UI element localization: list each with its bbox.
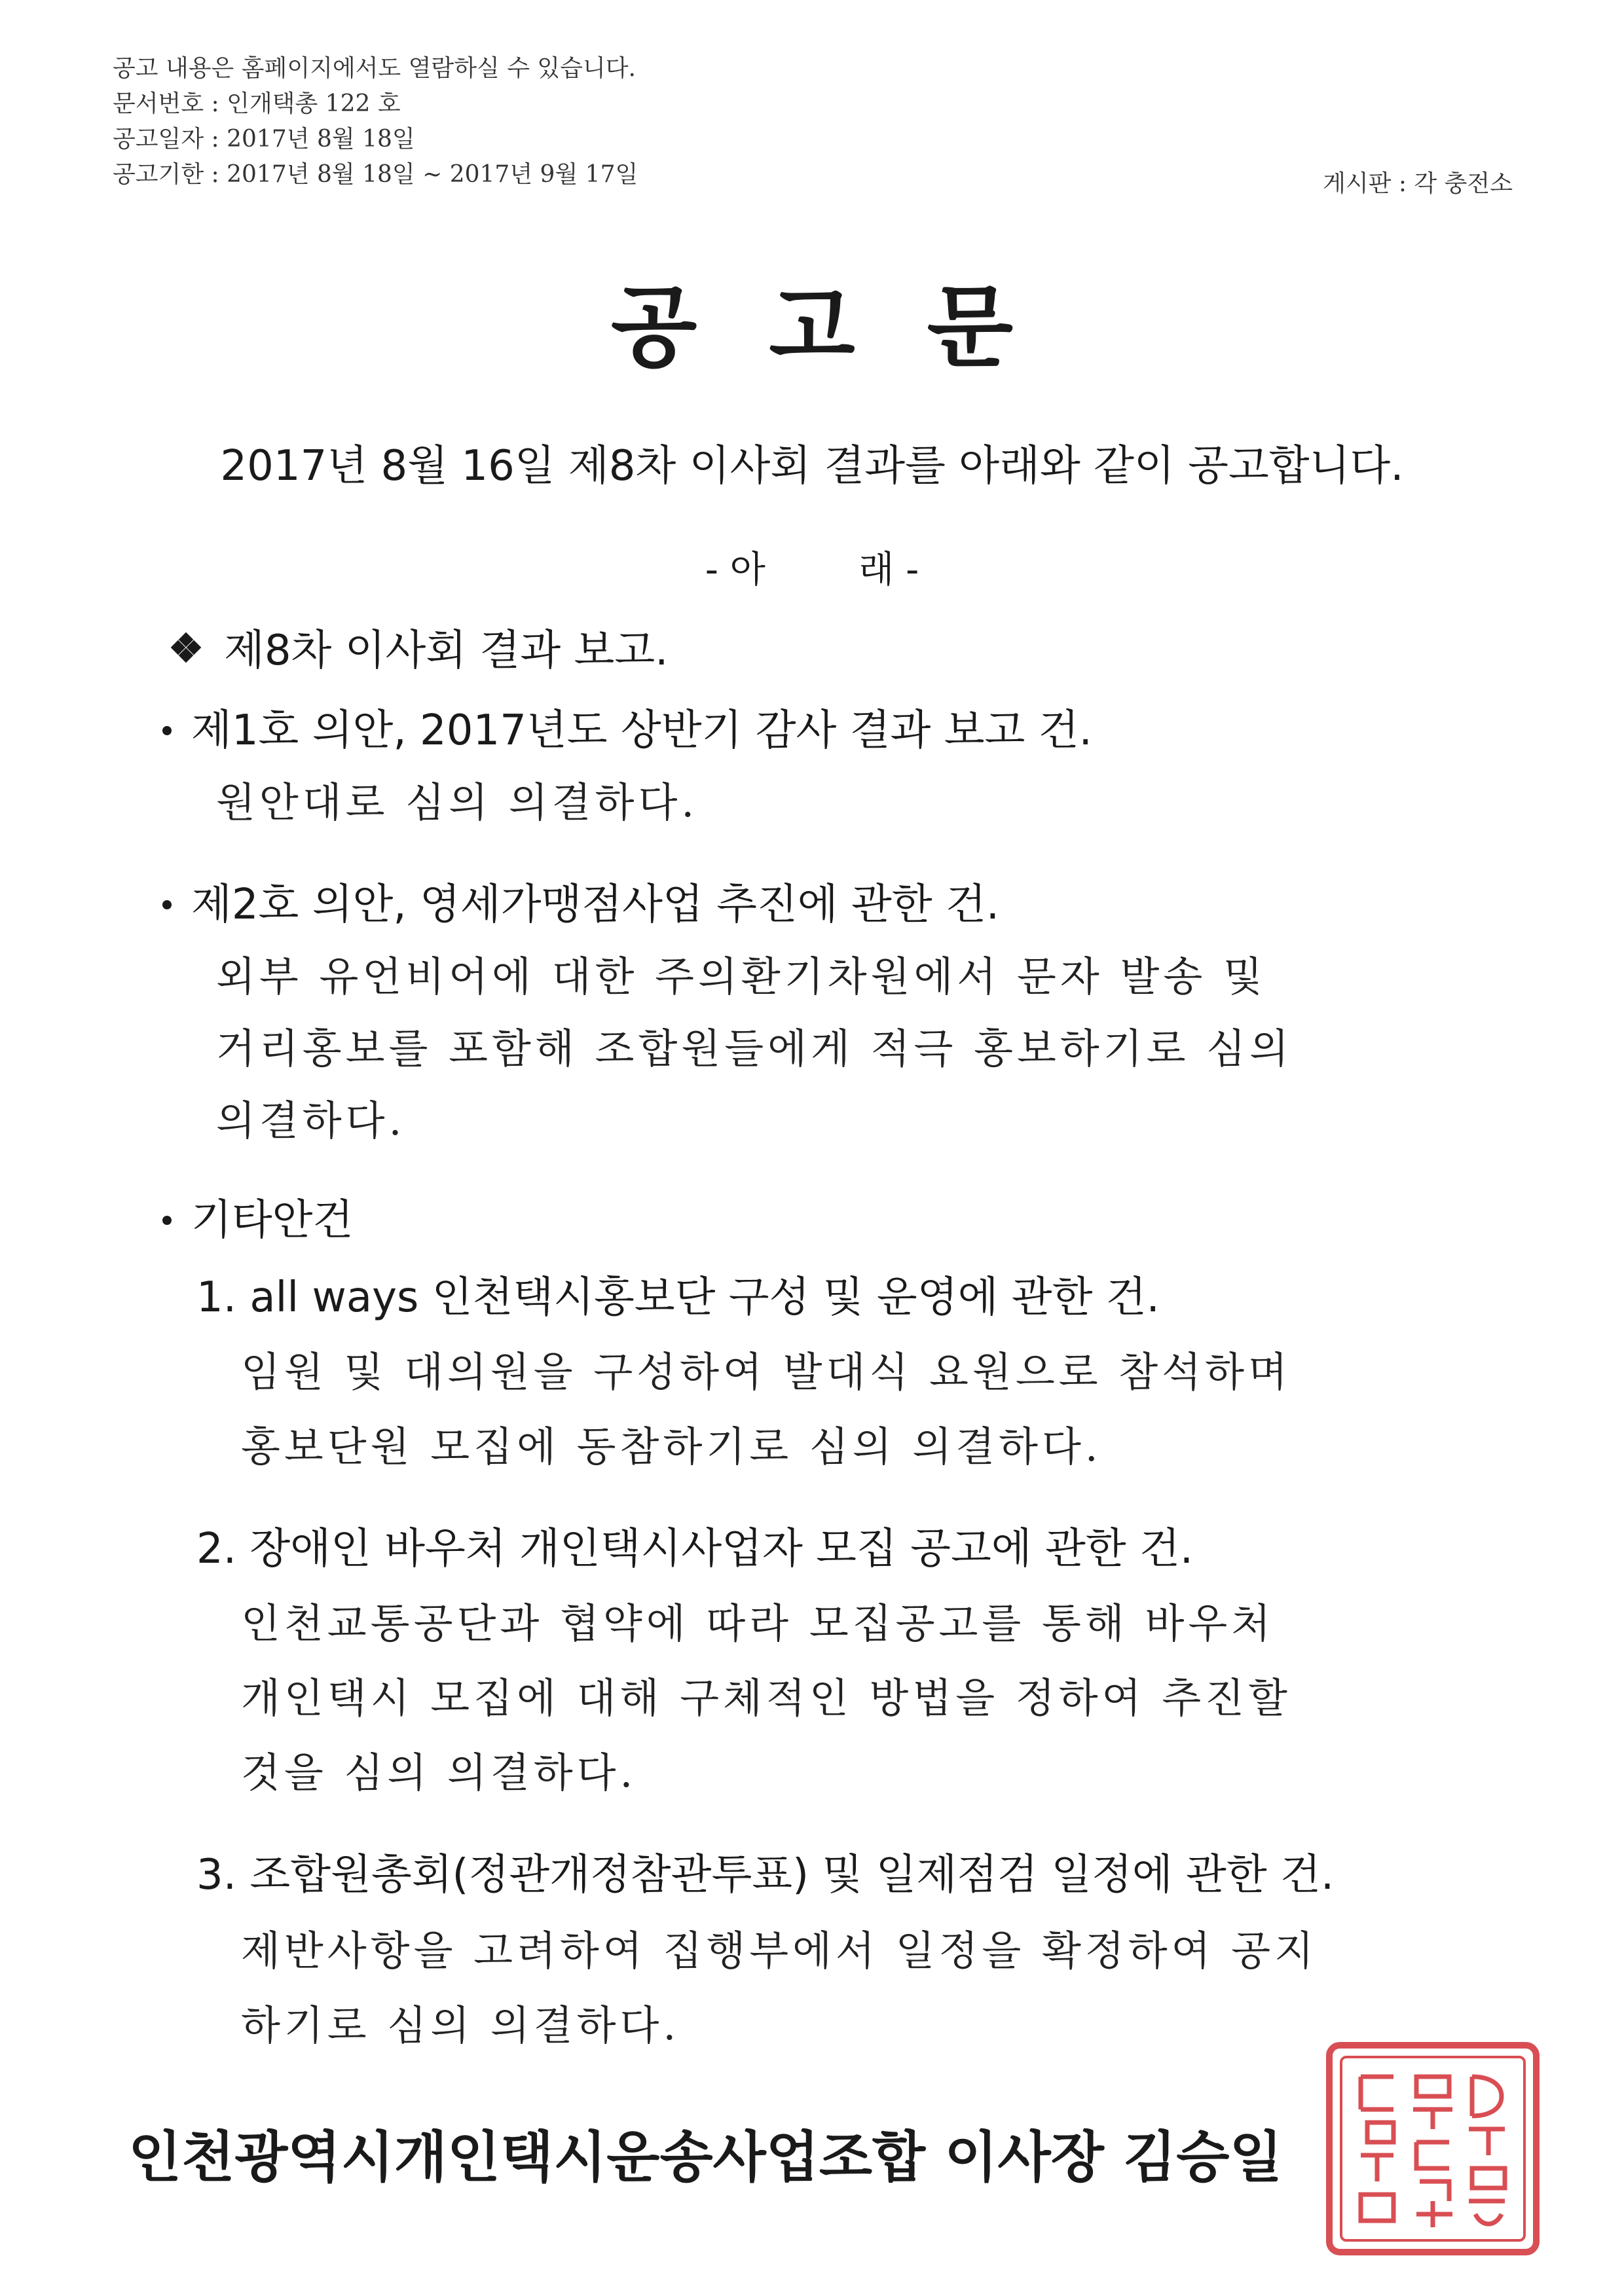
bulletin-board: 게시판 : 각 충전소 (1323, 170, 1513, 197)
sub-item-1-line-1: 임원 및 대의원을 구성하여 발대식 요원으로 참석하며 (241, 1348, 1291, 1396)
notice-period: 공고기한 : 2017년 8월 18일 ~ 2017년 9월 17일 (113, 161, 638, 188)
sub-item-2-line-2: 개인택시 모집에 대해 구체적인 방법을 정하여 추진할 (241, 1674, 1291, 1722)
item-2-heading (162, 871, 999, 931)
sub-item-3-line-1: 제반사항을 고려하여 집행부에서 일정을 확정하여 공지 (241, 1927, 1318, 1975)
notice-web-line: 공고 내용은 홈페이지에서도 열람하실 수 있습니다. (113, 55, 636, 82)
page-title: 공고문 (610, 275, 1086, 380)
sub-item-2-line-3: 것을 심의 의결하다. (241, 1749, 637, 1796)
bullet-dot-icon (162, 1216, 172, 1225)
bullet-dot-icon (162, 726, 172, 735)
notice-date: 공고일자 : 2017년 8월 18일 (113, 126, 415, 153)
item-3-heading-text: 기타안건 (191, 1196, 354, 1245)
sub-item-1-line-2: 홍보단원 모집에 동참하기로 심의 의결하다. (241, 1423, 1102, 1470)
item-3-heading (162, 1186, 353, 1247)
sub-item-2-line-1: 인천교통공단과 협약에 따라 모집공고를 통해 바우처 (241, 1599, 1275, 1647)
item-1-heading-text: 제1호 의안, 2017년도 상반기 감사 결과 보고 건. (191, 706, 1092, 755)
sub-item-1-heading: 1. all ways 인천택시홍보단 구성 및 운영에 관한 건. (196, 1273, 1160, 1322)
item-2-heading-text: 제2호 의안, 영세가맹점사업 추진에 관한 건. (191, 881, 1000, 929)
header-meta (113, 51, 638, 192)
item-1-heading (162, 697, 1092, 757)
sub-item-2-heading: 2. 장애인 바우처 개인택시사업자 모집 공고에 관한 건. (196, 1525, 1194, 1573)
doc-number: 문서번호 : 인개택총 122 호 (113, 90, 401, 117)
sub-item-3-heading: 3. 조합원총회(정관개정참관투표) 및 일제점검 일정에 관한 건. (196, 1851, 1335, 1899)
below-label: - 아 래 - (705, 549, 919, 591)
item-1-line-1: 원안대로 심의 의결하다. (216, 778, 699, 826)
section-title (173, 617, 669, 677)
official-seal-icon (1321, 2037, 1544, 2260)
diamond-bullet-icon (173, 634, 199, 661)
item-2-line-2: 거리홍보를 포함해 조합원들에게 적극 홍보하기로 심의 (216, 1025, 1293, 1072)
section-title-text: 제8차 이사회 결과 보고. (224, 627, 669, 675)
lead-sentence: 2017년 8월 16일 제8차 이사회 결과를 아래와 같이 공고합니다. (220, 442, 1404, 490)
item-2-line-1: 외부 유언비어에 대한 주의환기차원에서 문자 발송 및 (216, 953, 1266, 1000)
bullet-dot-icon (162, 900, 172, 909)
sub-item-3-line-2: 하기로 심의 의결하다. (241, 2001, 680, 2049)
item-2-line-3: 의결하다. (216, 1097, 406, 1144)
signature-line: 인천광역시개인택시운송사업조합 이사장 김승일 (128, 2125, 1283, 2189)
